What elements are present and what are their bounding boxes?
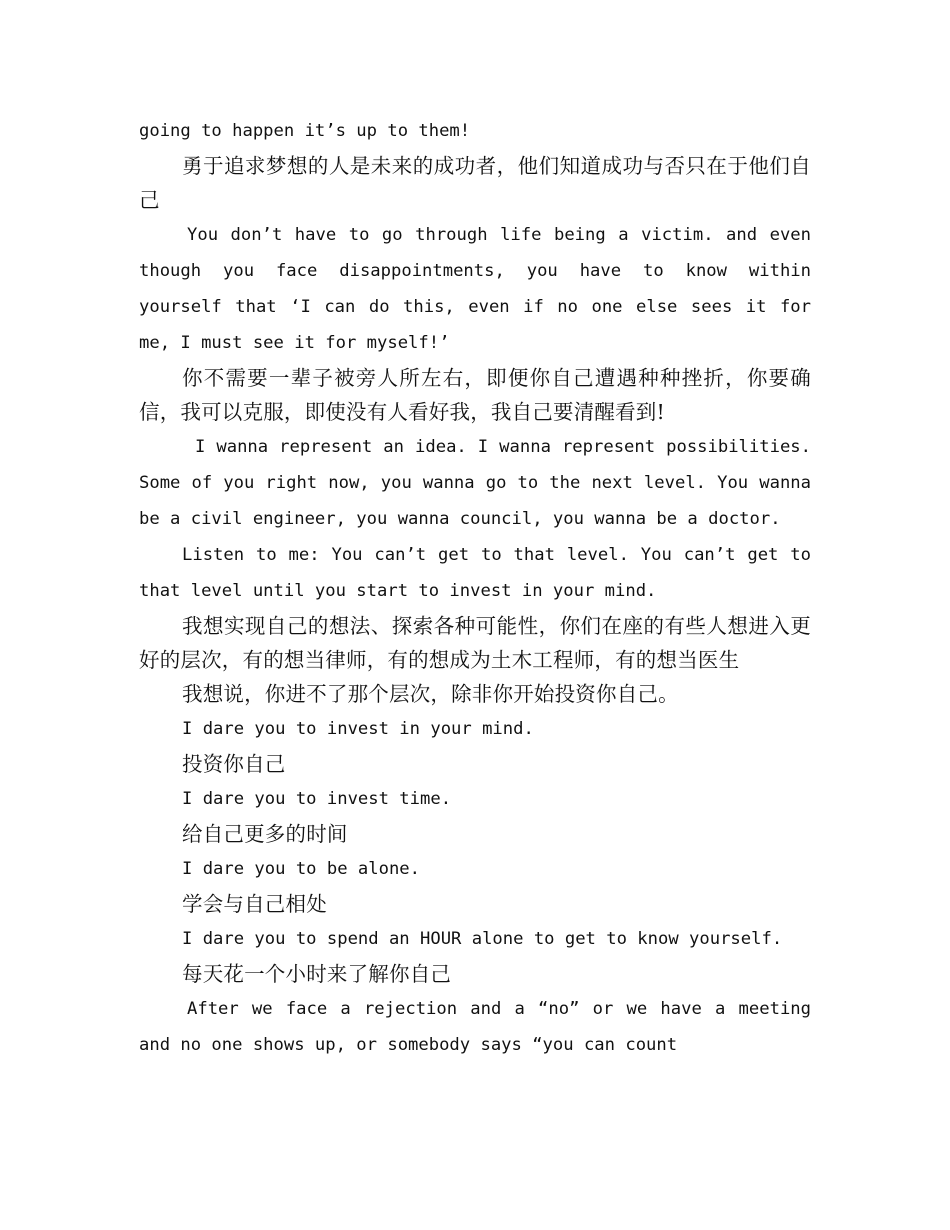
paragraph-zh: 你不需要一辈子被旁人所左右，即便你自己遭遇种种挫折，你要确信，我可以克服，即使没有人看好我，我自己要清醒看到! (139, 366, 811, 424)
paragraph-en: I dare you to be alone. (182, 859, 420, 879)
paragraph-en: I dare you to invest time. (182, 789, 452, 809)
paragraph-continuation: going to happen it’s up to them! (139, 121, 471, 141)
paragraph-zh: 勇于追求梦想的人是未来的成功者，他们知道成功与否只在于他们自己 (139, 154, 811, 212)
paragraph-zh: 学会与自己相处 (182, 892, 327, 916)
paragraph-zh: 给自己更多的时间 (182, 822, 348, 846)
paragraph-en: I dare you to invest in your mind. (182, 719, 534, 739)
paragraph-en: I dare you to spend an HOUR alone to get to know yourself. (182, 929, 783, 949)
paragraph-zh: 每天花一个小时来了解你自己 (182, 962, 452, 986)
paragraph-en: You don’t have to go through life being a victim. and even though you face disappointments, you have to know within yourself that ‘I can do this, even if no one else sees it for me, I must see it for myself!’ (139, 225, 811, 353)
paragraph-en: I wanna represent an idea. I wanna represent possibilities. Some of you right now, you wanna go to the next level. You wanna be a civil engineer, you wanna council, you wanna be a doctor. (139, 437, 811, 529)
document-page (139, 113, 811, 1063)
paragraph-zh: 投资你自己 (182, 752, 286, 776)
paragraph-en: After we face a rejection and a “no” or we have a meeting and no one shows up, or somebody says “you can count (139, 999, 811, 1055)
paragraph-en: Listen to me: You can’t get to that level. You can’t get to that level until you start to invest in your mind. (139, 545, 811, 601)
paragraph-zh: 我想实现自己的想法、探索各种可能性，你们在座的有些人想进入更好的层次，有的想当律师，有的想成为土木工程师，有的想当医生 (139, 614, 811, 672)
paragraph-zh: 我想说，你进不了那个层次，除非你开始投资你自己。 (182, 682, 679, 706)
